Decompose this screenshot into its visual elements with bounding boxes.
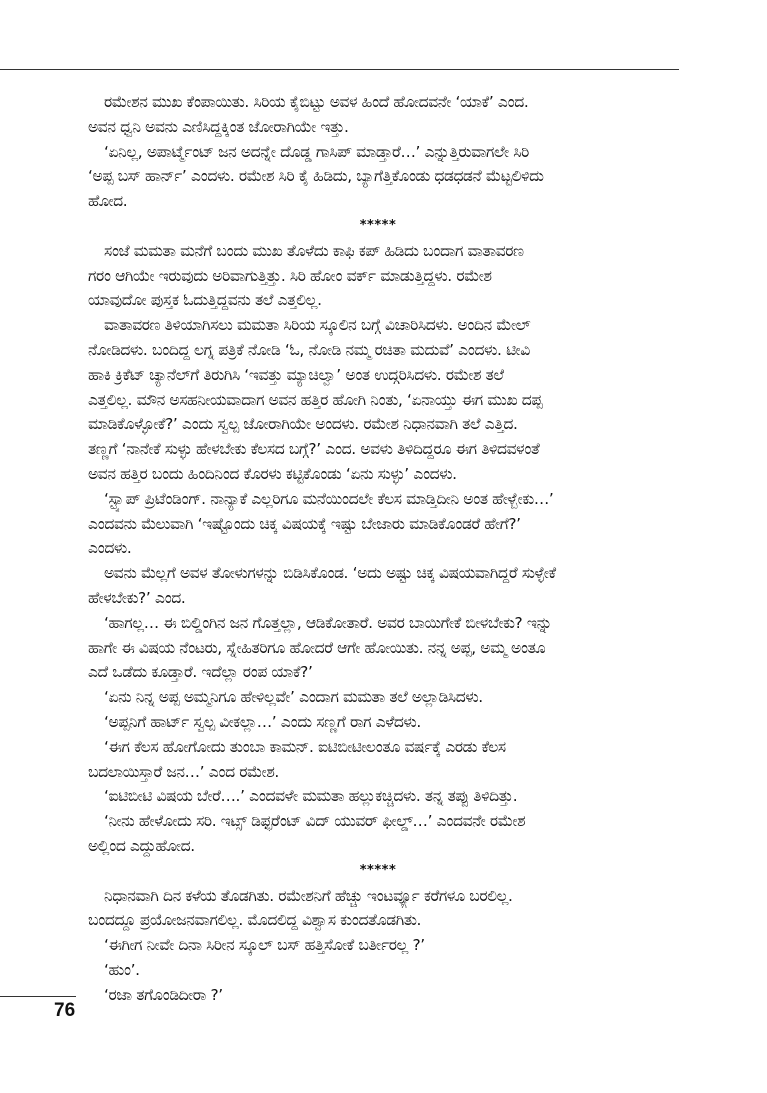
text-line: ಮಾಡಿಕೊಳ್ಳೋಕೆ?’ ಎಂದು ಸ್ವಲ್ಪ ಜೋರಾಗಿಯೇ ಅಂದಳು. ರಮೇಶ ನಿಧಾನವಾಗಿ ತಲೆ ಎತ್ತಿದ. — [88, 415, 518, 434]
text-line: ಯಾವುದೋ ಪುಸ್ತಕ ಓದುತ್ತಿದ್ದವನು ತಲೆ ಎತ್ತಲಿಲ್ಲ. — [88, 291, 322, 310]
text-line: ಅವನ ಧ್ವನಿ ಅವನು ಎಣಿಸಿದ್ದಕ್ಕಿಂತ ಜೋರಾಗಿಯೇ ಇತ್ತು. — [88, 117, 349, 136]
text-line: ‘ಅಪ್ಪ ಬಸ್ ಹಾರ್ನ್’ ಎಂದಳು. ರಮೇಶ ಸಿರಿ ಕೈ ಹಿಡಿದು, ಬ್ಯಾಗೆತ್ತಿಕೊಂಡು ಧಡಧಡನೆ ಮೆಟ್ಟಲಿಳಿದು — [88, 167, 544, 186]
text-line: ನಿಧಾನವಾಗಿ ದಿನ ಕಳೆಯ ತೊಡಗಿತು. ರಮೇಶನಿಗೆ ಹೆಚ್ಚು ಇಂಟರ್ವ್ಯೂ ಕರೆಗಳೂ ಬರಲಿಲ್ಲ. — [104, 886, 513, 905]
text-line: ‘ಸ್ಟ್ಯಾಪ್ ಪ್ರಿಟೆಂಡಿಂಗ್. ನಾನ್ಯಾಕೆ ಎಲ್ಲರಿಗೂ ಮನೆಯಿಂದಲೇ ಕೆಲಸ ಮಾಡ್ತಿದೀನಿ ಅಂತ ಹೇಳ್ಬೇಕು…’ — [104, 489, 554, 508]
text-line: ‘ಹುಂ’. — [104, 960, 140, 979]
text-line: ಎದೆ ಒಡೆದು ಕೂಡ್ತಾರೆ. ಇದೆಲ್ಲಾ ರಂಪ ಯಾಕೆ?’ — [88, 663, 313, 682]
text-line: ಎಂದವನು ಮೆಲುವಾಗಿ ‘ಇಷ್ಟೊಂದು ಚಿಕ್ಕ ವಿಷಯಕ್ಕೆ ಇಷ್ಟು ಬೇಜಾರು ಮಾಡಿಕೊಂಡರೆ ಹೇಗೆ?’ — [88, 514, 521, 533]
text-line: ‘ರಜಾ ತಗೊಂಡಿದೀರಾ ?’ — [104, 985, 223, 1004]
text-line: ‘ಅಪ್ಪನಿಗೆ ಹಾರ್ಟ್ ಸ್ವಲ್ಪ ವೀಕಲ್ಲಾ…’ ಎಂದು ಸಣ್ಣಗೆ ರಾಗ ಎಳೆದಳು. — [104, 712, 421, 731]
text-line: ‘ಈಗೀಗ ನೀವೇ ದಿನಾ ಸಿರೀನ ಸ್ಕೂಲ್ ಬಸ್ ಹತ್ತಿಸೋಕೆ ಬರ್ತೀರಲ್ಲ ?’ — [104, 936, 425, 955]
text-line: ತಣ್ಣಗೆ ‘ನಾನೇಕೆ ಸುಳ್ಳು ಹೇಳಬೇಕು ಕೆಲಸದ ಬಗ್ಗೆ?’ ಎಂದ. ಅವಳು ತಿಳಿದಿದ್ದರೂ ಈಗ ತಿಳಿದವಳಂತೆ — [88, 440, 540, 459]
text-line: ರಮೇಶನ ಮುಖ ಕೆಂಪಾಯಿತು. ಸಿರಿಯ ಕೈಬಿಟ್ಟು ಅವಳ ಹಿಂದೆ ಹೋದವನೇ ‘ಯಾಕೆ’ ಎಂದ. — [104, 93, 529, 111]
text-line: ‘ಹಾಗಲ್ಲ… ಈ ಬಿಲ್ಡಿಂಗಿನ ಜನ ಗೊತ್ತಲ್ಲಾ, ಆಡಿಕೋತಾರೆ. ಅವರ ಬಾಯಿಗೇಕೆ ಬೀಳಬೇಕು? ಇನ್ನು — [104, 613, 552, 632]
page-number: 76 — [54, 1000, 76, 1021]
text-line: ‘ಐಟಿಬೀಟಿ ವಿಷಯ ಬೇರೆ….’ ಎಂದವಳೇ ಮಮತಾ ಹಲ್ಲುಕಚ್ಚಿದಳು. ತನ್ನ ತಪ್ಪು ತಿಳಿದಿತ್ತು. — [104, 787, 518, 806]
text-line: ‘ನೀನು ಹೇಳೋದು ಸರಿ. ಇಟ್ಸ್ ಡಿಫ್ಫರೆಂಟ್ ವಿದ್ ಯುವರ್ ಫೀಲ್ಡ್…’ ಎಂದವನೇ ರಮೇಶ — [104, 812, 526, 831]
text-line: ಗರಂ ಆಗಿಯೇ ಇರುವುದು ಅರಿವಾಗುತ್ತಿತ್ತು. ಸಿರಿ ಹೋಂ ವರ್ಕ್ ಮಾಡುತ್ತಿದ್ದಳು. ರಮೇಶ — [88, 266, 492, 285]
text-line: ಬದಲಾಯಿಸ್ತಾರೆ ಜನ…’ ಎಂದ ರಮೇಶ. — [88, 762, 279, 781]
section-separator: ***** — [359, 217, 397, 233]
text-line: ಅಲ್ಲಿಂದ ಎದ್ದುಹೋದ. — [88, 836, 195, 855]
text-line: ‘ಏನು ನಿನ್ನ ಅಪ್ಪ ಅಮ್ಮನಿಗೂ ಹೇಳಿಲ್ಲವೇ’ ಎಂದಾಗ ಮಮತಾ ತಲೆ ಅಲ್ಲಾಡಿಸಿದಳು. — [104, 688, 483, 707]
text-line: ವಾತಾವರಣ ತಿಳಿಯಾಗಿಸಲು ಮಮತಾ ಸಿರಿಯ ಸ್ಕೂಲಿನ ಬಗ್ಗೆ ವಿಚಾರಿಸಿದಳು. ಅಂದಿನ ಮೇಲ್ — [104, 316, 531, 335]
text-line: ಬಂದದ್ದೂ ಪ್ರಯೋಜನವಾಗಲಿಲ್ಲ. ಮೊದಲಿದ್ದ ವಿಶ್ವಾಸ ಕುಂದತೊಡಗಿತು. — [88, 911, 422, 930]
text-line: ಹೋದ. — [88, 192, 128, 211]
text-line: ಎಂದಳು. — [88, 539, 132, 558]
text-line: ‘ಈಗ ಕೆಲಸ ಹೋಗೋದು ತುಂಬಾ ಕಾಮನ್. ಐಟಿಬೀಟೀಲಂತೂ ವರ್ಷಕ್ಕೆ ಎರಡು ಕೆಲಸ — [104, 737, 506, 756]
text-line: ಅವನು ಮೆಲ್ಲಗೆ ಅವಳ ತೋಳುಗಳನ್ನು ಬಿಡಿಸಿಕೊಂಡ. ‘ಅದು ಅಷ್ಟು ಚಿಕ್ಕ ವಿಷಯವಾಗಿದ್ದರೆ ಸುಳ್ಳೇಕೆ — [104, 564, 556, 583]
text-line: ‘ಏನಿಲ್ಲ, ಅಪಾರ್ಟ್ಮೆಂಟ್ ಜನ ಅದನ್ನೇ ದೊಡ್ಡ ಗಾಸಿಪ್ ಮಾಡ್ತಾರೆ…’ ಎನ್ನುತ್ತಿರುವಾಗಲೇ ಸಿರಿ — [104, 142, 529, 161]
text-line: ಅವನ ಹತ್ತಿರ ಬಂದು ಹಿಂದಿನಿಂದ ಕೊರಳು ಕಟ್ಟಿಕೊಂಡು ‘ಏನು ಸುಳ್ಳು’ ಎಂದಳು. — [88, 464, 457, 483]
text-line: ಸಂಜೆ ಮಮತಾ ಮನೆಗೆ ಬಂದು ಮುಖ ತೊಳೆದು ಕಾಫಿ ಕಪ್ ಹಿಡಿದು ಬಂದಾಗ ವಾತಾವರಣ — [104, 241, 524, 260]
text-line: ನೋಡಿದಳು. ಬಂದಿದ್ದ ಲಗ್ನ ಪತ್ರಿಕೆ ನೋಡಿ ‘ಓ, ನೋಡಿ ನಮ್ಮ ರಚಿತಾ ಮದುವೆ’ ಎಂದಳು. ಟೀವಿ — [88, 340, 530, 359]
text-line: ಹಾಕಿ ಕ್ರಿಕೆಟ್ ಚ್ಯಾನೆಲ್‌ಗೆ ತಿರುಗಿಸಿ ‘ಇವತ್ತು ಮ್ಯಾಚಿಲ್ವಾ’ ಅಂತ ಉದ್ಗರಿಸಿದಳು. ರಮೇಶ ತಲೆ — [88, 365, 504, 384]
header-rule — [0, 69, 679, 70]
section-separator: ***** — [359, 862, 397, 878]
text-line: ಹಾಗೇ ಈ ವಿಷಯ ನೆಂಟರು, ಸ್ನೇಹಿತರಿಗೂ ಹೋದರೆ ಆಗೇ ಹೋಯಿತು. ನನ್ನ ಅಪ್ಪ, ಅಮ್ಮ ಅಂತೂ — [88, 638, 546, 657]
body-text — [88, 90, 668, 1007]
text-line: ಹೇಳಬೇಕು?’ ಎಂದ. — [88, 588, 186, 607]
text-line: ಎತ್ತಲಿಲ್ಲ. ಮೌನ ಅಸಹನೀಯವಾದಾಗ ಅವನ ಹತ್ತಿರ ಹೋಗಿ ನಿಂತು, ‘ಏನಾಯ್ತು ಈಗ ಮುಖ ದಪ್ಪ — [88, 390, 543, 409]
